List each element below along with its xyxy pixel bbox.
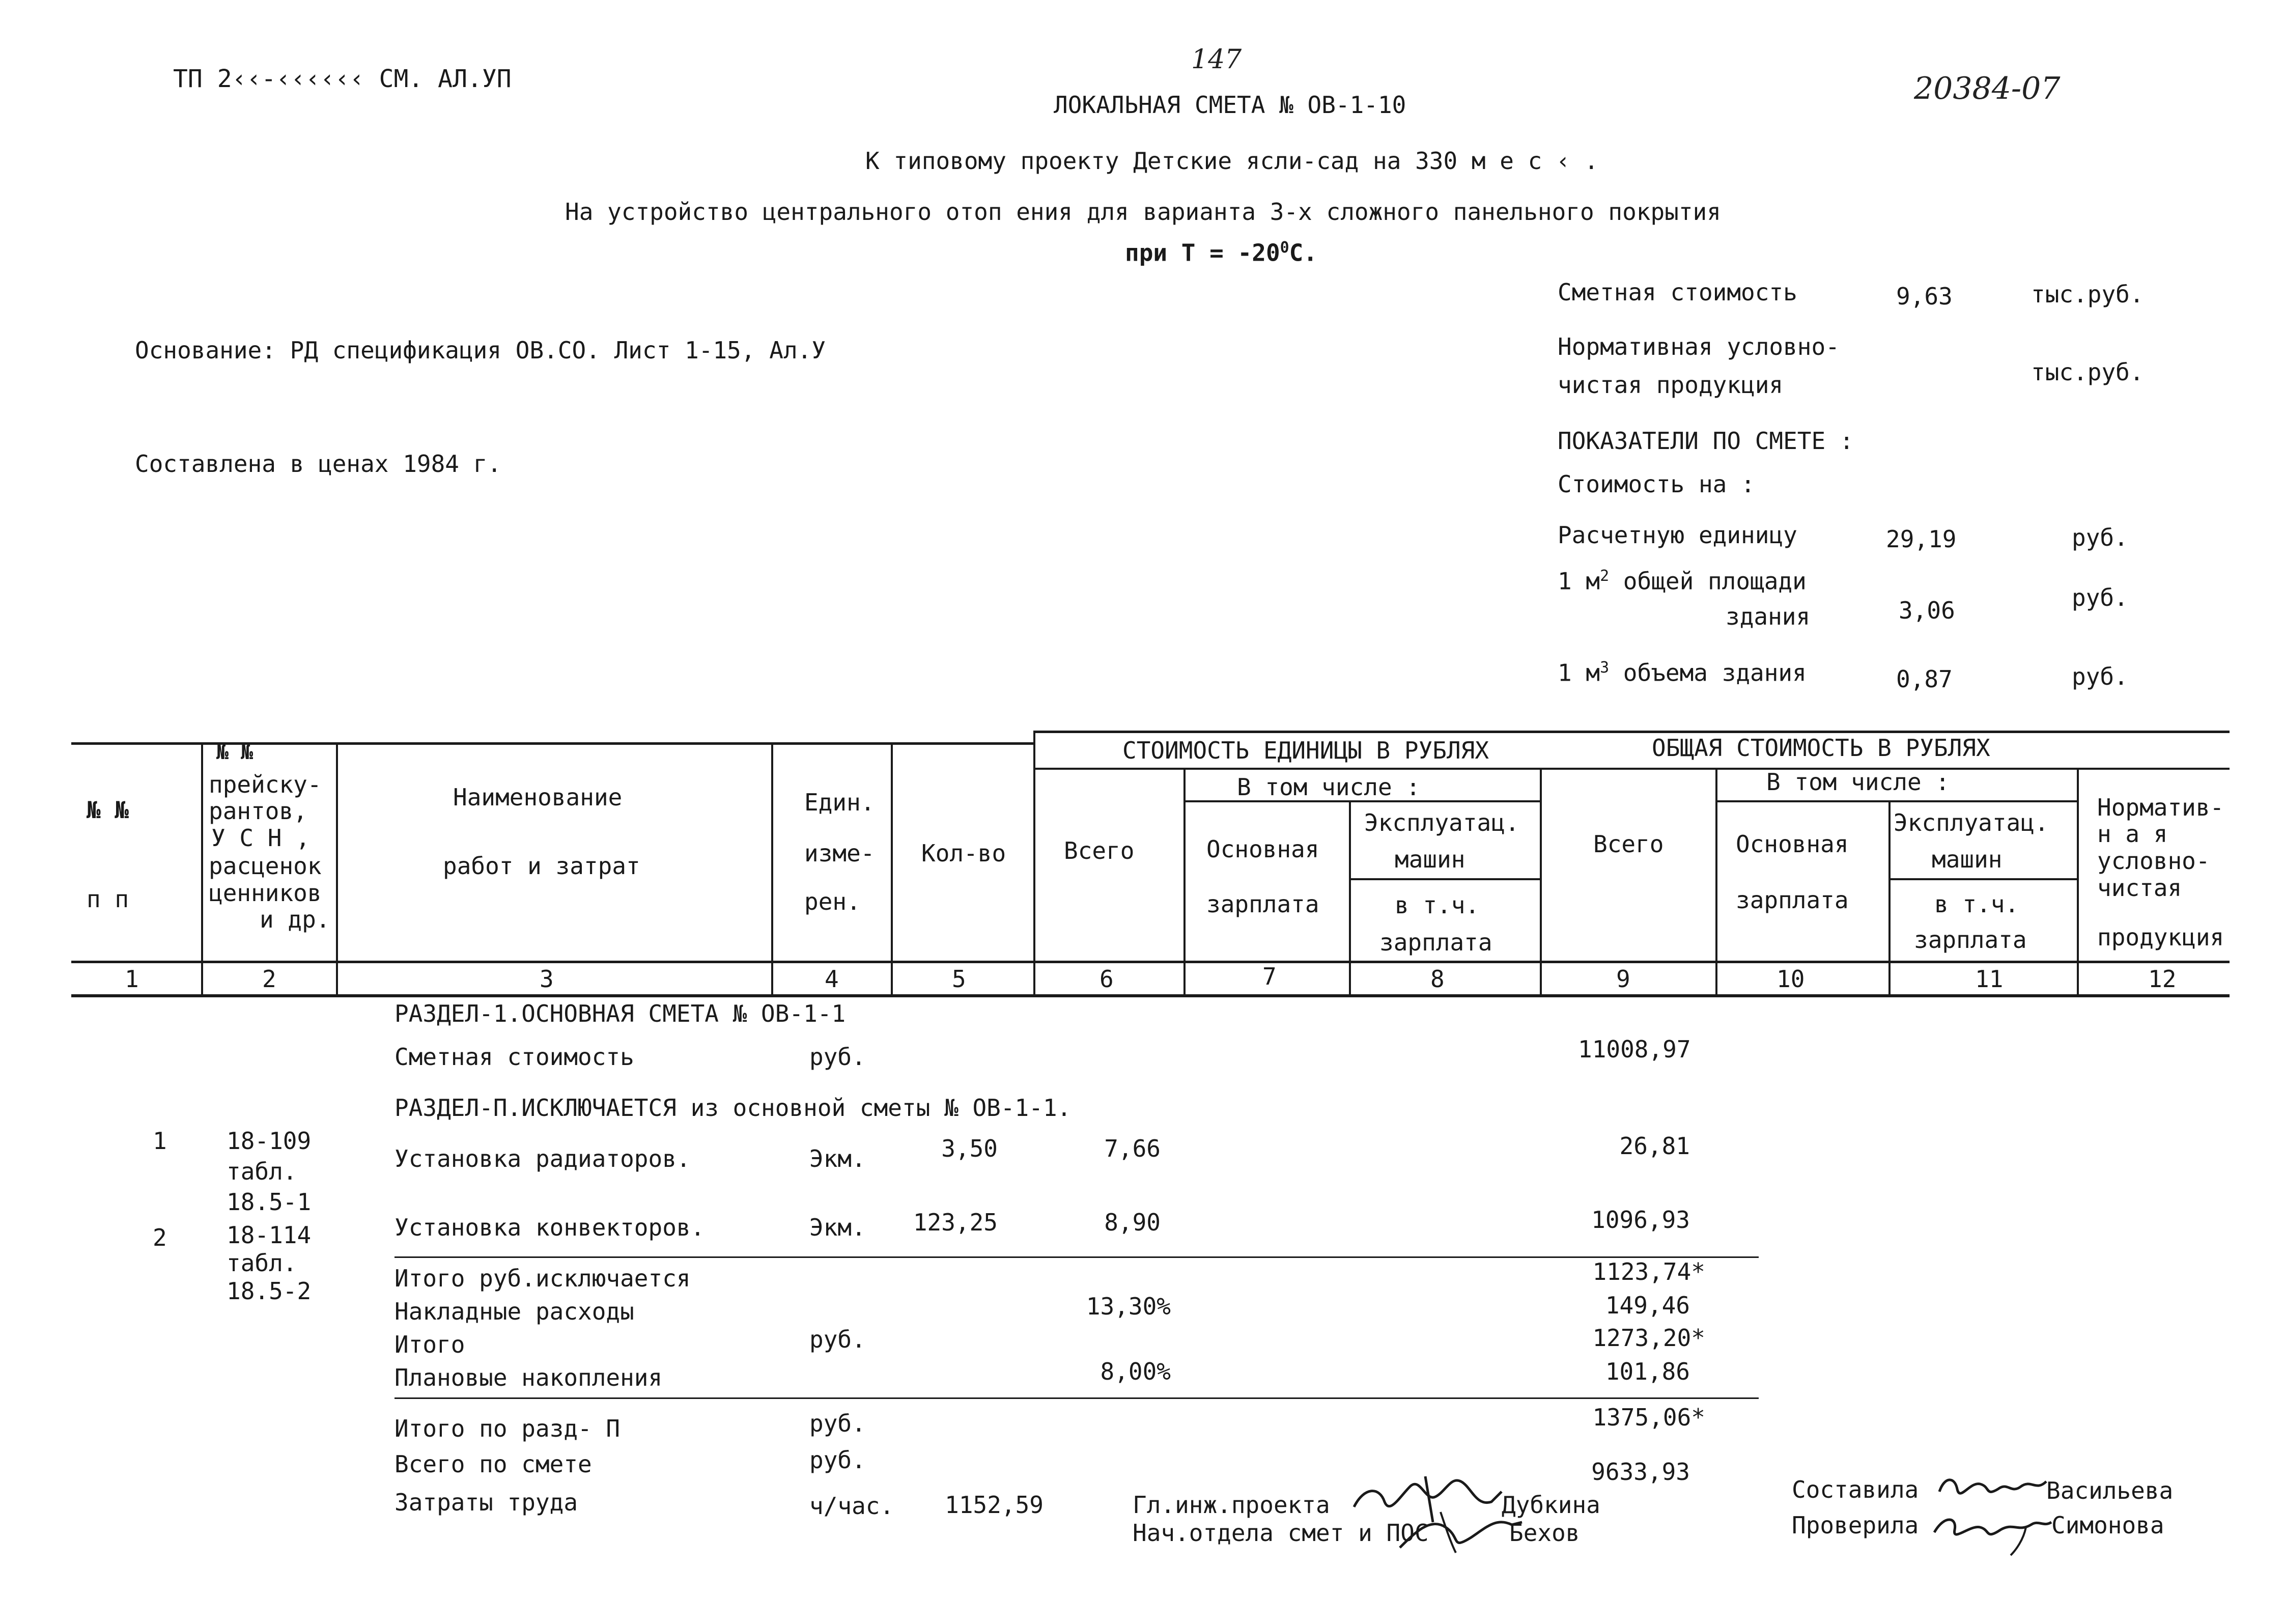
grand-total-value: 9633,93	[1591, 1458, 1690, 1486]
dept-head-name: Бехов	[1509, 1519, 1580, 1547]
labor-cost-label: Затраты труда	[394, 1489, 578, 1516]
subtitle-project: К типовому проекту Детские ясли-сад на 330 м е с ‹ .	[865, 147, 1599, 175]
row-code: 18-109	[227, 1127, 312, 1155]
labor-cost-value: 1152,59	[945, 1491, 1044, 1519]
section1-cost-value: 11008,97	[1578, 1035, 1691, 1063]
row-code: 18-114	[227, 1221, 312, 1249]
row-code: табл.	[227, 1158, 297, 1185]
column-number: 4	[825, 965, 839, 993]
estimate-cost-label: Сметная стоимость	[1558, 278, 1797, 306]
column-number: 11	[1975, 965, 2004, 993]
compiled-by-signature	[1934, 1466, 2051, 1507]
area-cost-label-2: здания	[1726, 603, 1811, 630]
basis-foundation: Основание: РД спецификация ОВ.СО. Лист 1-15, Ал.У	[135, 337, 826, 364]
divider	[394, 1256, 1759, 1258]
checked-by-name: Симонова	[2051, 1511, 2164, 1539]
column-number: 6	[1099, 965, 1114, 993]
section2-total-unit: руб.	[809, 1410, 866, 1437]
column-number: 7	[1262, 963, 1277, 990]
row-code: 18.5-2	[227, 1277, 312, 1305]
column-number: 3	[540, 965, 554, 993]
column-number: 1	[125, 965, 139, 993]
section1-title: РАЗДЕЛ-1.ОСНОВНАЯ СМЕТА № ОВ-1-1	[394, 1000, 846, 1027]
net-product-unit: тыс.руб.	[2031, 358, 2144, 386]
row-quantity: 123,25	[913, 1209, 998, 1236]
planned-savings-value: 101,86	[1605, 1358, 1690, 1385]
row-total: 1096,93	[1591, 1206, 1690, 1234]
indicators-label: ПОКАЗАТЕЛИ ПО СМЕТЕ :	[1558, 427, 1854, 455]
row-code: 18.5-1	[227, 1188, 312, 1216]
column-number: 5	[952, 965, 966, 993]
row-unit: Экм.	[809, 1214, 866, 1241]
overhead-label: Накладные расходы	[394, 1298, 634, 1325]
volume-cost-value: 0,87	[1896, 665, 1953, 693]
planned-savings-label: Плановые накопления	[394, 1364, 663, 1391]
grand-total-label: Всего по смете	[394, 1450, 592, 1478]
column-number: 9	[1616, 965, 1630, 993]
column-number: 2	[262, 965, 276, 993]
document-number: 20384-07	[1914, 71, 2061, 106]
subtitle-temperature: при $Т = -20^0С$.	[1125, 239, 1318, 267]
total-unit: руб.	[809, 1326, 866, 1353]
row-code: табл.	[227, 1249, 297, 1277]
basis-prices: Составлена в ценах 1984 г.	[135, 450, 502, 478]
column-number: 10	[1777, 965, 1805, 993]
row-unit: Экм.	[809, 1145, 866, 1172]
compiled-by-label: Составила	[1792, 1476, 1919, 1503]
estimate-cost-unit: тыс.руб.	[2031, 281, 2144, 308]
area-cost-value: 3,06	[1899, 597, 1955, 624]
compiled-by-name: Васильева	[2046, 1477, 2174, 1504]
section1-cost-label: Сметная стоимость	[394, 1043, 634, 1071]
unit-cost-label: Расчетную единицу	[1558, 521, 1797, 549]
divider	[394, 1397, 1759, 1399]
column-number: 8	[1430, 965, 1445, 993]
area-cost-label: 1 $м^2$ общей площади	[1558, 567, 1807, 595]
chief-engineer-label: Гл.инж.проекта	[1133, 1491, 1330, 1519]
overhead-value: 149,46	[1605, 1292, 1690, 1319]
row-name: Установка конвекторов.	[394, 1214, 705, 1241]
grand-total-unit: руб.	[809, 1446, 866, 1474]
row-number: 1	[153, 1127, 167, 1155]
volume-cost-unit: руб.	[2072, 663, 2128, 690]
planned-savings-percent: 8,00%	[1100, 1358, 1171, 1385]
dept-head-label: Нач.отдела смет и ПОС	[1133, 1519, 1429, 1547]
row-unit-cost: 8,90	[1104, 1209, 1161, 1236]
subtotal-excluded-value: 1123,74*	[1592, 1258, 1705, 1285]
unit-cost-unit: руб.	[2072, 524, 2128, 551]
checked-by-label: Проверила	[1792, 1511, 1919, 1539]
checked-by-signature	[1929, 1502, 2056, 1558]
labor-cost-unit: ч/час.	[809, 1492, 894, 1520]
net-product-label-1: Нормативная условно-	[1558, 333, 1840, 360]
row-name: Установка радиаторов.	[394, 1145, 691, 1172]
net-product-label-2: чистая продукция	[1558, 371, 1784, 399]
row-quantity: 3,50	[941, 1135, 998, 1162]
subtotal-excluded-label: Итого руб.исключается	[394, 1265, 691, 1292]
dept-head-signature	[1395, 1502, 1527, 1558]
unit-cost-value: 29,19	[1886, 525, 1957, 553]
subtitle-work: На устройство центрального отоп ения для варианта 3-х сложного панельного покрытия	[565, 198, 1721, 226]
document-title: ЛОКАЛЬНАЯ СМЕТА № ОВ-1-10	[1054, 91, 1406, 119]
row-total: 26,81	[1619, 1132, 1690, 1160]
chief-engineer-name: Дубкина	[1502, 1491, 1600, 1519]
row-number: 2	[153, 1224, 167, 1251]
total-label: Итого	[394, 1331, 465, 1358]
overhead-percent: 13,30%	[1086, 1293, 1171, 1320]
area-cost-unit: руб.	[2072, 584, 2128, 611]
project-stamp: ТП 2‹‹-‹‹‹‹‹‹ СМ. АЛ.УП	[173, 65, 512, 93]
section1-cost-unit: руб.	[809, 1043, 866, 1071]
estimate-cost-value: 9,63	[1896, 283, 1953, 310]
section2-total-value: 1375,06*	[1592, 1404, 1705, 1431]
cost-on-label: Стоимость на :	[1558, 470, 1755, 498]
section2-title: РАЗДЕЛ-П.ИСКЛЮЧАЕТСЯ из основной сметы № ОВ-1-1.	[394, 1094, 1071, 1122]
total-value: 1273,20*	[1592, 1324, 1705, 1352]
row-unit-cost: 7,66	[1104, 1135, 1161, 1162]
page-number: 147	[1191, 44, 1242, 75]
volume-cost-label: 1 $м^3$ объема здания	[1558, 659, 1807, 687]
section2-total-label: Итого по разд- П	[394, 1415, 621, 1442]
column-number: 12	[2148, 965, 2177, 993]
